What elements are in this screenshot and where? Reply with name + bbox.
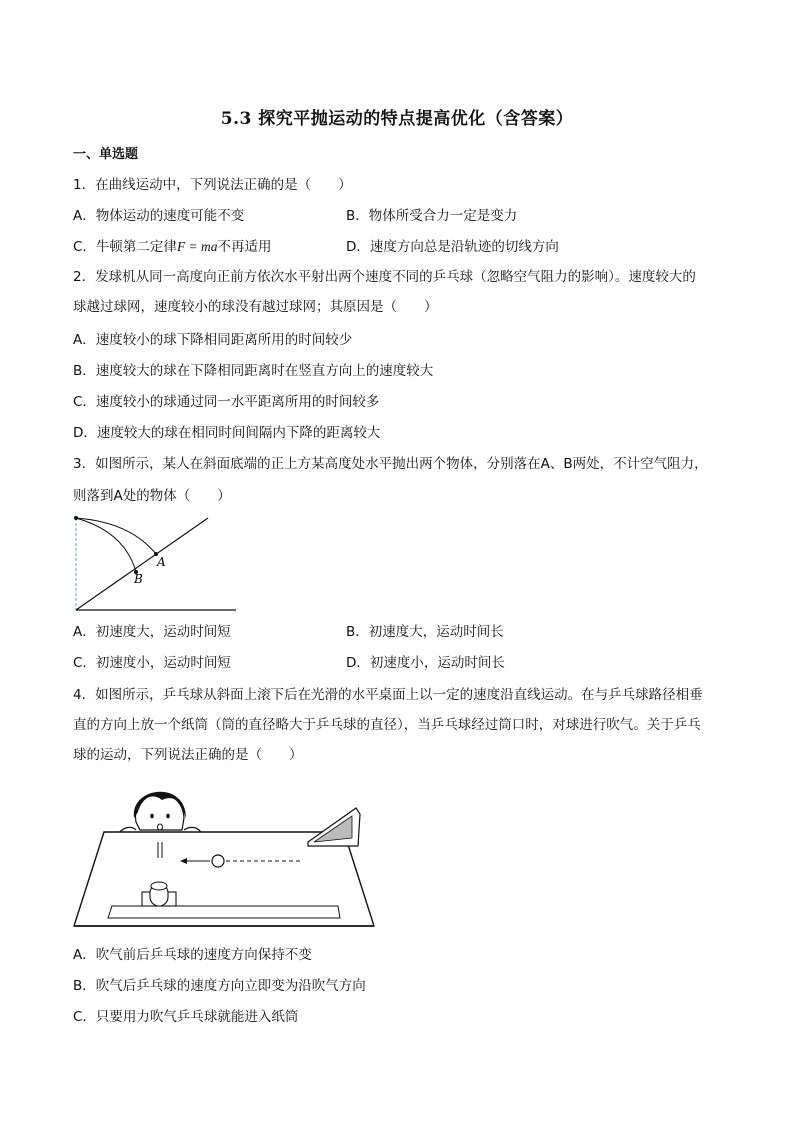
- q1-option-d: D．速度方向总是沿轨迹的切线方向: [346, 239, 559, 255]
- q3-stem-line1: 3．如图所示，某人在斜面底端的正上方某高度处水平抛出两个物体，分别落在A、B两处，不计空气阻力，: [73, 456, 708, 472]
- q4-table-figure: [70, 778, 380, 930]
- q4-stem-line1: 4．如图所示，乒乓球从斜面上滚下后在光滑的水平桌面上以一定的速度沿直线运动。在与乒乓球路径相垂: [73, 687, 703, 703]
- q3-option-c: C．初速度小，运动时间短: [73, 655, 231, 671]
- q4-option-a: A．吹气前后乒乓球的速度方向保持不变: [73, 947, 312, 963]
- q4-stem-line3: 球的运动，下列说法正确的是（ ）: [73, 747, 303, 763]
- q4-option-c: C．只要用力吹气乒乓球就能进入纸筒: [73, 1009, 299, 1025]
- q2-option-d: D．速度较大的球在相同时间间隔内下降的距离较大: [73, 425, 381, 441]
- q1-stem: 1．在曲线运动中，下列说法正确的是（ ）: [73, 177, 352, 193]
- q2-option-c: C．速度较小的球通过同一水平距离所用的时间较多: [73, 394, 380, 410]
- q1-option-a: A．物体运动的速度可能不变: [73, 208, 245, 224]
- q2-stem-line1: 2．发球机从同一高度向正前方依次水平射出两个速度不同的乒乓球（忽略空气阻力的影响）。速度较大的: [73, 269, 696, 285]
- q1-formula: F = ma: [176, 239, 218, 254]
- section-heading: 一、单选题: [73, 147, 139, 162]
- q2-stem-line2: 球越过球网，速度较小的球没有越过球网；其原因是（ ）: [73, 299, 438, 315]
- q4-stem-line2: 直的方向上放一个纸筒（筒的直径略大于乒乓球的直径），当乒乓球经过筒口时，对球进行吹气。关于乒乓: [73, 717, 701, 733]
- label-a: A: [157, 555, 166, 569]
- ramp-illustration: [308, 808, 360, 846]
- trajectory-b: [76, 518, 136, 572]
- q3-stem-line2: 则落到A处的物体（ ）: [73, 488, 231, 504]
- trajectory-a: [76, 518, 156, 554]
- q3-incline-figure: [70, 512, 240, 616]
- page-title: 5.3 探究平抛运动的特点提高优化（含答案）: [220, 109, 574, 129]
- q3-option-a: A．初速度大，运动时间短: [73, 624, 231, 640]
- q4-option-b: B．吹气后乒乓球的速度方向立即变为沿吹气方向: [73, 978, 366, 994]
- q1-option-b: B．物体所受合力一定是变力: [346, 208, 518, 224]
- incline-line: [76, 518, 208, 610]
- q2-option-a: A．速度较小的球下降相同距离所用的时间较少: [73, 332, 353, 348]
- ping-pong-ball: [212, 855, 224, 867]
- launch-point: [74, 516, 78, 520]
- q1-option-c-suffix: 不再适用: [217, 239, 272, 255]
- q3-option-b: B．初速度大，运动时间长: [346, 624, 504, 640]
- q3-option-d: D．初速度小，运动时间长: [346, 655, 505, 671]
- label-b: B: [134, 572, 143, 586]
- q1-option-c-prefix: C．牛顿第二定律: [73, 239, 177, 255]
- q1-option-c: [73, 238, 272, 256]
- q2-option-b: B．速度较大的球在下降相同距离时在竖直方向上的速度较大: [73, 363, 434, 379]
